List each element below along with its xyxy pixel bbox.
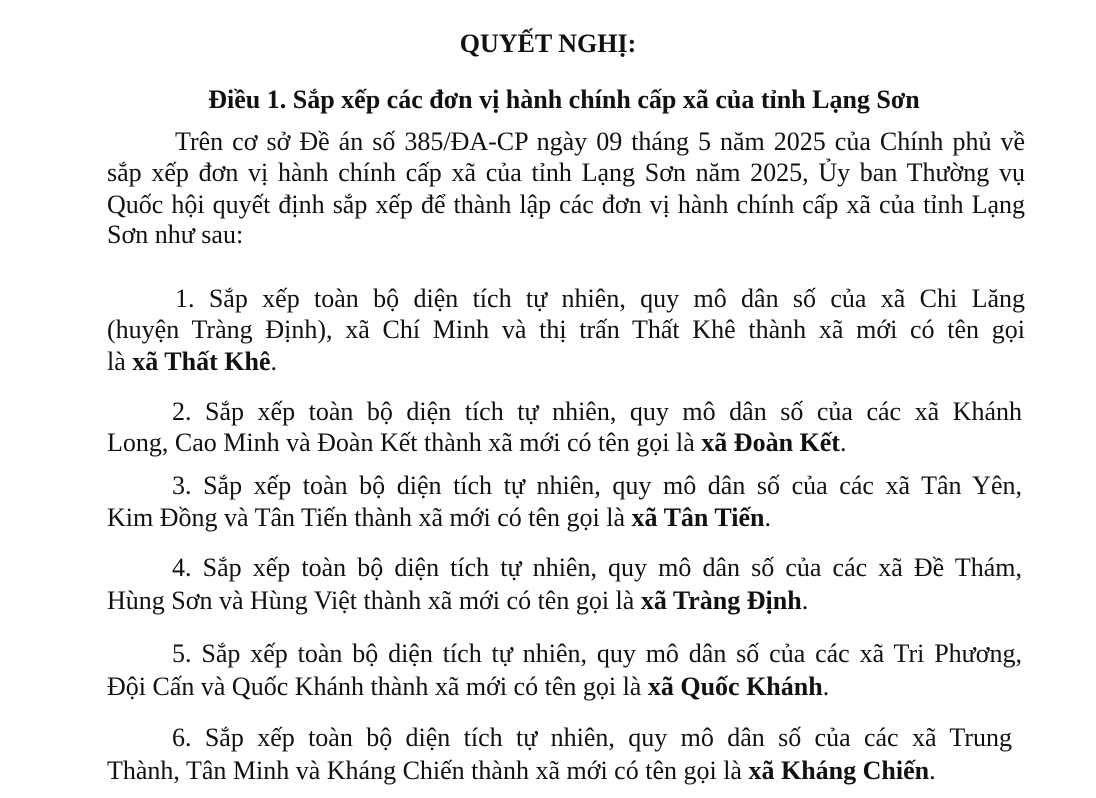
commune-name: xã Quốc Khánh (647, 672, 823, 701)
item-punct: . (764, 503, 772, 532)
item-punct: . (929, 756, 936, 785)
intro-line: Quốc hội quyết định sắp xếp để thành lập các đơn vị hành chính cấp xã của tỉnh Lạng (107, 190, 1025, 219)
item-punct: . (839, 428, 847, 457)
item-text: Long, Cao Minh và Đoàn Kết thành xã mới có tên gọi là (107, 428, 702, 457)
intro-line: Sơn như sau: (107, 220, 244, 249)
item-line: 4. Sắp xếp toàn bộ diện tích tự nhiên, quy mô dân số của các xã Đề Thám, (172, 553, 1022, 582)
commune-name: xã Thất Khê (132, 347, 271, 376)
decision-title: QUYẾT NGHỊ: (459, 29, 637, 58)
item-text: Kim Đồng và Tân Tiến thành xã mới có tên gọi là (107, 503, 632, 532)
item-line: 5. Sắp xếp toàn bộ diện tích tự nhiên, quy mô dân số của các xã Tri Phương, (172, 639, 1022, 668)
article-heading: Điều 1. Sắp xếp các đơn vị hành chính cấp xã của tỉnh Lạng Sơn (208, 85, 920, 114)
item-punct: . (822, 672, 830, 701)
item-line: 1. Sắp xếp toàn bộ diện tích tự nhiên, quy mô dân số của xã Chi Lăng (175, 284, 1025, 313)
item-punct: . (270, 347, 277, 376)
item-line: (huyện Tràng Định), xã Chí Minh và thị trấn Thất Khê thành xã mới có tên gọi (107, 315, 1025, 344)
commune-name: xã Tân Tiến (631, 503, 765, 532)
item-line: 3. Sắp xếp toàn bộ diện tích tự nhiên, quy mô dân số của các xã Tân Yên, (172, 471, 1022, 500)
item-text: Thành, Tân Minh và Kháng Chiến thành xã mới có tên gọi là (107, 756, 749, 785)
intro-line: sắp xếp đơn vị hành chính cấp xã của tỉnh Lạng Sơn năm 2025, Ủy ban Thường vụ (107, 158, 1025, 187)
commune-name: xã Kháng Chiến (748, 756, 930, 785)
intro-line: Trên cơ sở Đề án số 385/ĐA-CP ngày 09 tháng 5 năm 2025 của Chính phủ về (175, 127, 1025, 156)
item-text: là (107, 347, 133, 376)
item-punct: . (801, 586, 809, 615)
item-line: 2. Sắp xếp toàn bộ diện tích tự nhiên, quy mô dân số của các xã Khánh (172, 397, 1022, 426)
commune-name: xã Tràng Định (640, 586, 802, 615)
item-text: Đội Cấn và Quốc Khánh thành xã mới có tên gọi là (107, 672, 648, 701)
commune-name: xã Đoàn Kết (701, 428, 840, 457)
item-text: Hùng Sơn và Hùng Việt thành xã mới có tên gọi là (107, 586, 641, 615)
item-line: 6. Sắp xếp toàn bộ diện tích tự nhiên, quy mô dân số của các xã Trung (172, 723, 1012, 752)
